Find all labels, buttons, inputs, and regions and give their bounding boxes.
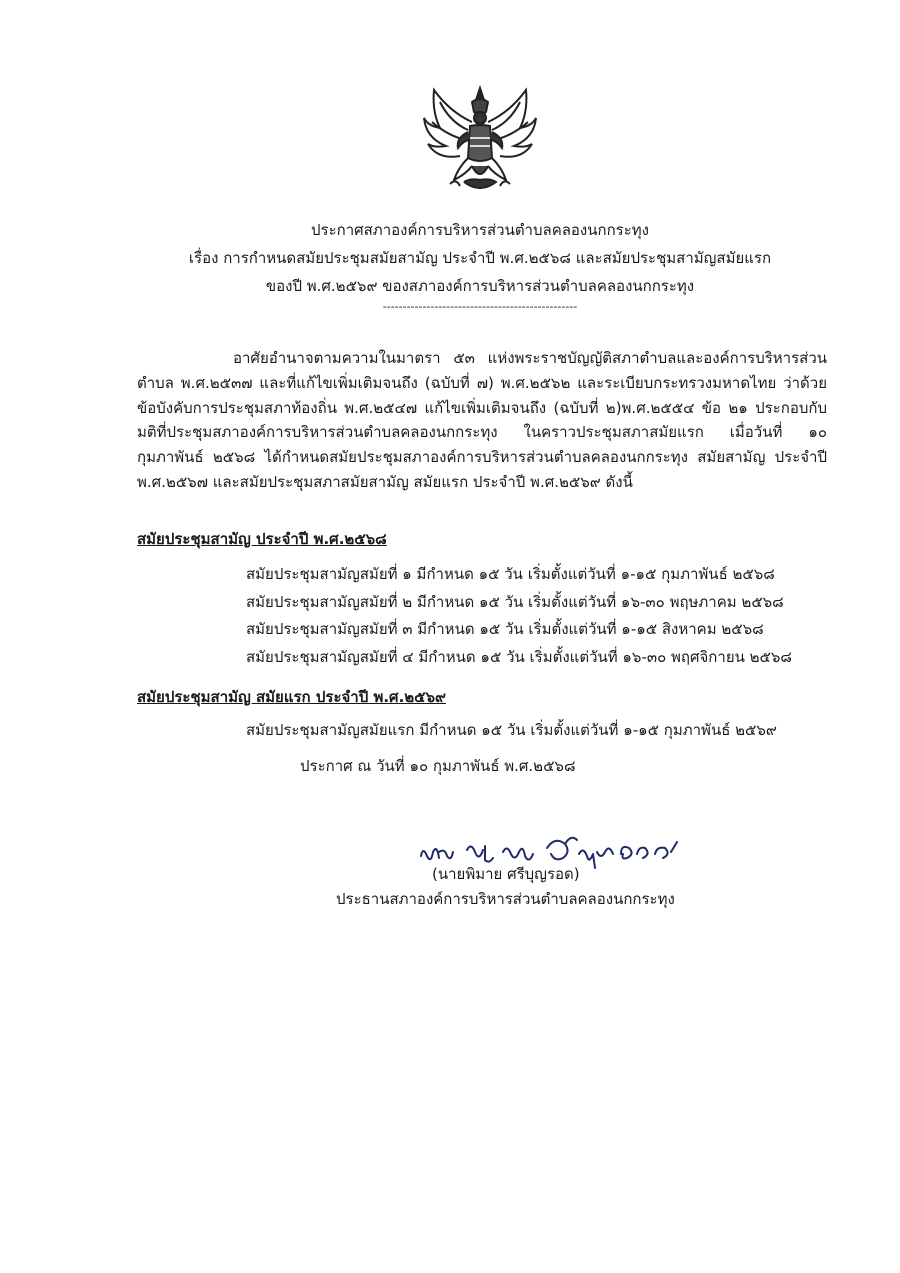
section-heading-2569: สมัยประชุมสามัญ สมัยแรก ประจำปี พ.ศ.๒๕๖๙ xyxy=(137,688,447,706)
section-heading-2568: สมัยประชุมสามัญ ประจำปี พ.ศ.๒๕๖๘ xyxy=(137,530,387,548)
session-row: สมัยประชุมสามัญสมัยที่ ๑ มีกำหนด ๑๕ วัน เริ่มตั้งแต่วันที่ ๑-๑๕ กุมภาพันธ์ ๒๕๖๘ xyxy=(246,565,775,583)
subject-line-continued: ของปี พ.ศ.๒๕๖๙ ของสภาองค์การบริหารส่วนตำบลคลองนกกระทุง xyxy=(265,277,695,295)
subject-line: เรื่อง การกำหนดสมัยประชุมสมัยสามัญ ประจำปี พ.ศ.๒๕๖๘ และสมัยประชุมสามัญสมัยแรก xyxy=(188,249,772,267)
session-row: สมัยประชุมสามัญสมัยที่ ๒ มีกำหนด ๑๕ วัน เริ่มตั้งแต่วันที่ ๑๖-๓๐ พฤษภาคม ๒๕๖๘ xyxy=(246,593,784,611)
announce-date: ประกาศ ณ วันที่ ๑๐ กุมภาพันธ์ พ.ศ.๒๕๖๘ xyxy=(300,757,576,775)
signer-position: ประธานสภาองค์การบริหารส่วนตำบลคลองนกกระทุง xyxy=(336,890,675,908)
session-row: สมัยประชุมสามัญสมัยที่ ๔ มีกำหนด ๑๕ วัน เริ่มตั้งแต่วันที่ ๑๖-๓๐ พฤศจิกายน ๒๕๖๘ xyxy=(246,648,792,666)
session-row-first: สมัยประชุมสามัญสมัยแรก มีกำหนด ๑๕ วัน เริ่มตั้งแต่วันที่ ๑-๑๕ กุมภาพันธ์ ๒๕๖๙ xyxy=(246,721,777,739)
session-row: สมัยประชุมสามัญสมัยที่ ๓ มีกำหนด ๑๕ วัน เริ่มตั้งแต่วันที่ ๑-๑๕ สิงหาคม ๒๕๖๘ xyxy=(246,620,764,638)
signer-name: (นายพิมาย ศรีบุญรอด) xyxy=(432,865,580,883)
announcement-title: ประกาศสภาองค์การบริหารส่วนตำบลคลองนกกระทุง xyxy=(310,221,649,239)
dashed-rule: ------------------------------------------------- xyxy=(382,300,578,313)
body-paragraph: อาศัยอำนาจตามความในมาตรา ๕๓ แห่งพระราชบัญญัติสภาตำบลและองค์การบริหารส่วนตำบล พ.ศ.๒๕๓๗ และที่แก้ไขเพิ่มเติมจนถึง (ฉบับที่ ๗) พ.ศ.๒๕๖๒ และระเบียบกระทรวงมหาดไทย ว่าด้วยข้อบังคับการประชุมสภาท้องถิ่น พ.ศ.๒๕๔๗ แก้ไขเพิ่มเติมจนถึง (ฉบับที่ ๒)พ.ศ.๒๕๕๔ ข้อ ๒๑ ประกอบกับมติที่ประชุมสภาองค์การบริหารส่วนตำบลคลองนกกระทุง ในคราวประชุมสภาสมัยแรก เมื่อวันที่ ๑๐ กุมภาพันธ์ ๒๕๖๘ ได้กำหนดสมัยประชุมสภาองค์การบริหารส่วนตำบลคลองนกกระทุง สมัยสามัญ ประจำปี พ.ศ.๒๕๖๗ และสมัยประชุมสภาสมัยสามัญ สมัยแรก ประจำปี พ.ศ.๒๕๖๙ ดังนี้ xyxy=(137,349,827,491)
garuda-emblem-icon xyxy=(420,82,540,202)
